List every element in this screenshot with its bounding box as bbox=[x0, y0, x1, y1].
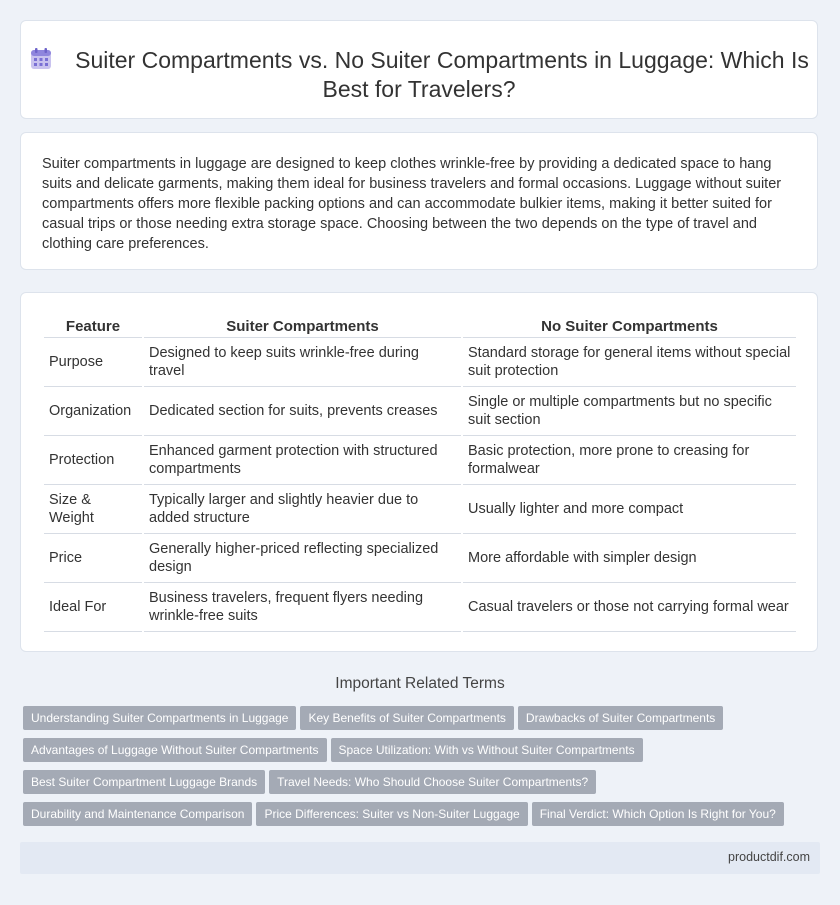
no-suiter-cell: Basic protection, more prone to creasing for formalwear bbox=[463, 436, 796, 485]
related-terms-tags bbox=[23, 706, 823, 834]
table-row bbox=[44, 436, 796, 485]
related-tag[interactable]: Price Differences: Suiter vs Non-Suiter Luggage bbox=[256, 802, 527, 826]
table-header-row bbox=[44, 315, 796, 338]
feature-cell: Organization bbox=[44, 387, 142, 436]
comparison-card bbox=[20, 292, 818, 652]
footer-site[interactable]: productdif.com bbox=[728, 850, 810, 864]
header-no-suiter: No Suiter Compartments bbox=[463, 315, 796, 338]
related-tag[interactable]: Advantages of Luggage Without Suiter Compartments bbox=[23, 738, 327, 762]
page-title-text: Suiter Compartments vs. No Suiter Compartments in Luggage: Which Is Best for Travelers? bbox=[75, 47, 809, 102]
comparison-table bbox=[42, 315, 798, 632]
table-row bbox=[44, 485, 796, 534]
no-suiter-cell: More affordable with simpler design bbox=[463, 534, 796, 583]
table-row bbox=[44, 338, 796, 387]
intro-paragraph: Suiter compartments in luggage are designed to keep clothes wrinkle-free by providing a dedicated space to hang suits and delicate garments, making them ideal for business travelers and formal occasions. Luggage without suiter compartments offers more flexible packing options and can accommodate bulkier items, making it better suited for casual trips or those needing extra storage space. Choosing between the two depends on the type of travel and clothing care preferences. bbox=[42, 156, 782, 252]
suiter-cell: Typically larger and slightly heavier due to added structure bbox=[144, 485, 461, 534]
feature-cell: Ideal For bbox=[44, 583, 142, 632]
related-tag[interactable]: Key Benefits of Suiter Compartments bbox=[300, 706, 513, 730]
title-card bbox=[20, 20, 818, 119]
suiter-cell: Enhanced garment protection with structured compartments bbox=[144, 436, 461, 485]
table-row bbox=[44, 387, 796, 436]
feature-cell: Size & Weight bbox=[44, 485, 142, 534]
no-suiter-cell: Standard storage for general items without special suit protection bbox=[463, 338, 796, 387]
suiter-cell: Dedicated section for suits, prevents creases bbox=[144, 387, 461, 436]
no-suiter-cell: Casual travelers or those not carrying formal wear bbox=[463, 583, 796, 632]
related-tag[interactable]: Understanding Suiter Compartments in Luggage bbox=[23, 706, 296, 730]
related-tag[interactable]: Space Utilization: With vs Without Suiter Compartments bbox=[331, 738, 643, 762]
related-terms-title: Important Related Terms bbox=[335, 675, 505, 692]
header-feature: Feature bbox=[44, 315, 142, 338]
related-tag[interactable]: Drawbacks of Suiter Compartments bbox=[518, 706, 723, 730]
suiter-cell: Business travelers, frequent flyers needing wrinkle-free suits bbox=[144, 583, 461, 632]
feature-cell: Protection bbox=[44, 436, 142, 485]
related-tag[interactable]: Durability and Maintenance Comparison bbox=[23, 802, 252, 826]
feature-cell: Price bbox=[44, 534, 142, 583]
intro-card bbox=[20, 132, 818, 270]
no-suiter-cell: Single or multiple compartments but no specific suit section bbox=[463, 387, 796, 436]
suiter-cell: Designed to keep suits wrinkle-free during travel bbox=[144, 338, 461, 387]
table-row bbox=[44, 583, 796, 632]
header-suiter: Suiter Compartments bbox=[144, 315, 461, 338]
no-suiter-cell: Usually lighter and more compact bbox=[463, 485, 796, 534]
footer bbox=[20, 842, 820, 874]
feature-cell: Purpose bbox=[44, 338, 142, 387]
related-tag[interactable]: Final Verdict: Which Option Is Right for You? bbox=[532, 802, 784, 826]
suiter-cell: Generally higher-priced reflecting specialized design bbox=[144, 534, 461, 583]
calendar-icon bbox=[29, 47, 53, 71]
page-title bbox=[21, 46, 817, 104]
table-row bbox=[44, 534, 796, 583]
related-tag[interactable]: Best Suiter Compartment Luggage Brands bbox=[23, 770, 265, 794]
related-tag[interactable]: Travel Needs: Who Should Choose Suiter Compartments? bbox=[269, 770, 596, 794]
